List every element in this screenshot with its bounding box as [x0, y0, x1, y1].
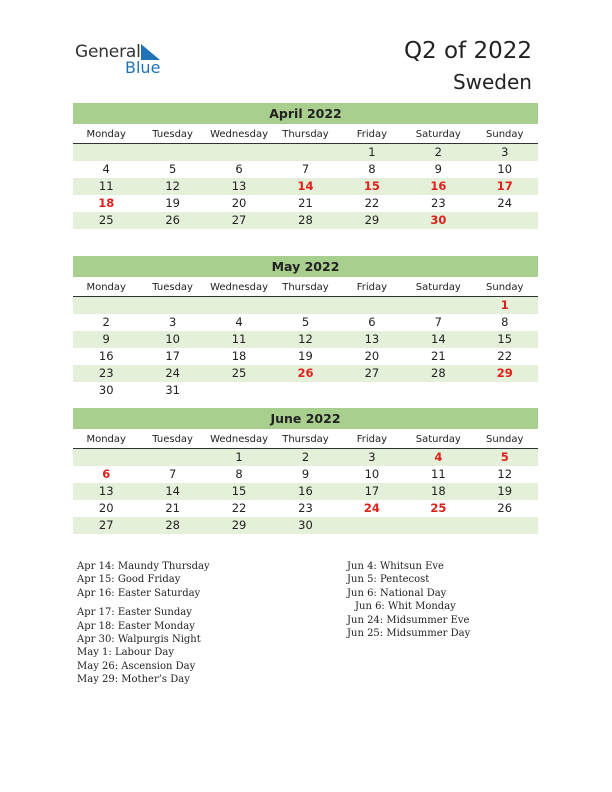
day-cell: 9 [434, 162, 442, 176]
week-row [73, 483, 538, 500]
day-cell: 5 [301, 315, 310, 329]
day-cell [206, 144, 272, 161]
weekday-label: Sunday [486, 434, 524, 445]
weekday-label: Saturday [415, 434, 461, 445]
day-cell: 27 [98, 518, 114, 532]
day-cell: 20 [98, 501, 114, 515]
day-cell [139, 297, 205, 314]
weekday-label: Saturday [415, 129, 461, 140]
week-row [73, 466, 538, 483]
day-cell: 22 [497, 349, 513, 363]
holiday-day-cell: 1 [500, 298, 509, 312]
page-title: Q2 of 2022 [403, 38, 532, 64]
day-cell [272, 297, 338, 314]
weekday-label: Tuesday [152, 129, 193, 140]
day-cell: 9 [102, 332, 110, 346]
day-cell: 8 [501, 315, 509, 329]
weekday-label: Friday [356, 434, 388, 445]
day-cell: 13 [98, 484, 114, 498]
week-row [73, 297, 538, 314]
day-cell: 5 [168, 162, 177, 176]
month-calendar [73, 408, 538, 534]
day-cell: 11 [98, 179, 114, 193]
day-cell: 8 [235, 467, 243, 481]
holiday-day-cell: 26 [297, 366, 314, 380]
week-row [73, 365, 538, 382]
week-row [73, 382, 538, 399]
day-cell: 3 [501, 145, 509, 159]
day-cell: 13 [364, 332, 380, 346]
weekday-label: Tuesday [152, 282, 193, 293]
day-cell: 18 [431, 484, 446, 498]
day-cell: 1 [235, 450, 243, 464]
weekday-header-row [73, 279, 538, 297]
day-cell: 15 [231, 484, 247, 498]
holiday-entry: Apr 17: Easter Sunday [77, 607, 192, 619]
week-row [73, 517, 538, 534]
day-cell [73, 144, 139, 161]
day-cell: 21 [298, 196, 313, 210]
day-cell [339, 297, 405, 314]
day-cell [139, 449, 205, 466]
day-cell: 23 [298, 501, 313, 515]
day-cell: 25 [98, 213, 114, 227]
holiday-day-cell: 25 [430, 501, 447, 515]
day-cell: 6 [368, 315, 376, 329]
week-row [73, 212, 538, 229]
holiday-entry: Jun 5: Pentecost [347, 574, 430, 586]
day-cell: 10 [497, 162, 513, 176]
day-cell: 26 [497, 501, 513, 515]
day-cell [272, 144, 338, 161]
day-cell: 17 [364, 484, 380, 498]
day-cell: 20 [231, 196, 247, 210]
weekday-label: Friday [356, 129, 388, 140]
day-cell: 29 [231, 518, 247, 532]
holiday-day-cell: 30 [430, 213, 447, 227]
country-name: Sweden [452, 70, 532, 94]
holiday-day-cell: 17 [496, 179, 513, 193]
day-cell: 12 [497, 467, 513, 481]
week-row [73, 178, 538, 195]
day-cell [73, 449, 139, 466]
day-cell: 8 [368, 162, 376, 176]
day-cell: 6 [235, 162, 243, 176]
week-row [73, 500, 538, 517]
day-cell [272, 382, 338, 399]
weekday-label: Thursday [282, 434, 329, 445]
week-row [73, 144, 538, 161]
week-row [73, 314, 538, 331]
day-cell: 19 [165, 196, 180, 210]
day-cell: 9 [301, 467, 310, 481]
day-cell: 15 [497, 332, 513, 346]
day-cell: 2 [102, 315, 110, 329]
holiday-entry: Jun 4: Whitsun Eve [347, 561, 444, 572]
holiday-day-cell: 16 [430, 179, 447, 193]
weekday-label: Saturday [415, 282, 461, 293]
weekday-label: Wednesday [210, 282, 268, 293]
week-row [73, 161, 538, 178]
day-cell: 26 [165, 213, 180, 227]
holiday-day-cell: 14 [297, 179, 314, 193]
holiday-day-cell: 29 [496, 366, 513, 380]
day-cell: 11 [231, 332, 247, 346]
weekday-label: Monday [86, 434, 126, 445]
day-cell: 4 [102, 162, 110, 176]
day-cell [405, 382, 471, 399]
day-cell: 4 [235, 315, 243, 329]
day-cell: 16 [98, 349, 114, 363]
week-row [73, 195, 538, 212]
day-cell: 22 [364, 196, 380, 210]
day-cell: 2 [301, 450, 310, 464]
day-cell: 3 [168, 315, 177, 329]
weekday-label: Monday [86, 282, 126, 293]
day-cell: 2 [434, 145, 442, 159]
holiday-day-cell: 18 [98, 196, 115, 210]
day-cell: 28 [298, 213, 313, 227]
day-cell: 30 [298, 518, 313, 532]
holiday-entry: May 29: Mother’s Day [77, 674, 190, 686]
day-cell: 21 [165, 501, 180, 515]
week-row [73, 449, 538, 466]
week-row [73, 331, 538, 348]
logo-general-text: General [75, 42, 141, 62]
weekday-header-row [73, 431, 538, 449]
day-cell: 1 [368, 145, 376, 159]
day-cell: 7 [434, 315, 442, 329]
day-cell: 31 [165, 383, 180, 397]
month-calendar [73, 103, 538, 229]
day-cell: 12 [298, 332, 313, 346]
day-cell: 16 [298, 484, 313, 498]
holiday-day-cell: 5 [500, 450, 509, 464]
day-cell: 12 [165, 179, 180, 193]
day-cell: 19 [298, 349, 313, 363]
holiday-entry: May 1: Labour Day [77, 647, 174, 659]
holiday-day-cell: 15 [363, 179, 380, 193]
day-cell [472, 517, 538, 534]
day-cell: 20 [364, 349, 380, 363]
day-cell [139, 144, 205, 161]
month-title: June 2022 [73, 408, 538, 429]
day-cell [339, 517, 405, 534]
holiday-list-left [77, 560, 210, 687]
day-cell [405, 517, 471, 534]
day-cell: 17 [165, 349, 180, 363]
day-cell: 27 [231, 213, 247, 227]
day-cell: 23 [431, 196, 446, 210]
day-cell: 28 [431, 366, 446, 380]
day-cell: 25 [231, 366, 247, 380]
holiday-day-cell: 6 [102, 467, 111, 481]
holiday-entry: Jun 25: Midsummer Day [347, 628, 471, 640]
day-cell: 30 [98, 383, 114, 397]
day-cell [339, 382, 405, 399]
month-calendar [73, 256, 538, 399]
weekday-label: Sunday [486, 129, 524, 140]
logo-blue-text: Blue [125, 58, 161, 77]
holiday-entry: Apr 14: Maundy Thursday [77, 561, 210, 572]
day-cell [472, 382, 538, 399]
weekday-header-row [73, 126, 538, 144]
weekday-label: Wednesday [210, 129, 268, 140]
day-cell: 28 [165, 518, 180, 532]
day-cell: 19 [497, 484, 513, 498]
day-cell: 24 [497, 196, 513, 210]
month-title: April 2022 [73, 103, 538, 124]
day-cell: 23 [98, 366, 114, 380]
day-cell: 7 [301, 162, 310, 176]
day-cell: 10 [364, 467, 380, 481]
day-cell [73, 297, 139, 314]
holiday-entry: Jun 24: Midsummer Eve [347, 614, 470, 626]
holiday-entry: Jun 6: National Day [347, 587, 447, 599]
holiday-entry: Jun 6: Whit Monday [355, 601, 456, 613]
week-row [73, 348, 538, 365]
weekday-label: Tuesday [152, 434, 193, 445]
day-cell: 24 [165, 366, 180, 380]
day-cell: 29 [364, 213, 380, 227]
month-title: May 2022 [73, 256, 538, 277]
day-cell: 3 [368, 450, 376, 464]
holiday-entry: Apr 16: Easter Saturday [77, 587, 201, 599]
day-cell: 13 [231, 179, 247, 193]
day-cell [206, 297, 272, 314]
holiday-entry: Apr 18: Easter Monday [77, 620, 195, 632]
holiday-entry: Apr 30: Walpurgis Night [77, 634, 201, 646]
holiday-entry: Apr 15: Good Friday [77, 574, 181, 586]
holiday-day-cell: 24 [363, 501, 380, 515]
logo [75, 42, 175, 78]
day-cell: 14 [165, 484, 180, 498]
day-cell: 7 [168, 467, 177, 481]
day-cell: 11 [431, 467, 446, 481]
day-cell: 18 [231, 349, 247, 363]
day-cell: 21 [431, 349, 446, 363]
day-cell: 14 [431, 332, 446, 346]
weekday-label: Monday [86, 129, 126, 140]
weekday-label: Sunday [486, 282, 524, 293]
weekday-label: Wednesday [210, 434, 268, 445]
day-cell [405, 297, 471, 314]
day-cell [206, 382, 272, 399]
weekday-label: Thursday [282, 282, 329, 293]
day-cell [472, 212, 538, 229]
holiday-day-cell: 4 [434, 450, 443, 464]
holiday-entry: May 26: Ascension Day [77, 660, 196, 672]
weekday-label: Friday [356, 282, 388, 293]
day-cell: 27 [364, 366, 380, 380]
weekday-label: Thursday [282, 129, 329, 140]
day-cell: 22 [231, 501, 247, 515]
holiday-list-right [347, 560, 470, 640]
day-cell: 10 [165, 332, 180, 346]
